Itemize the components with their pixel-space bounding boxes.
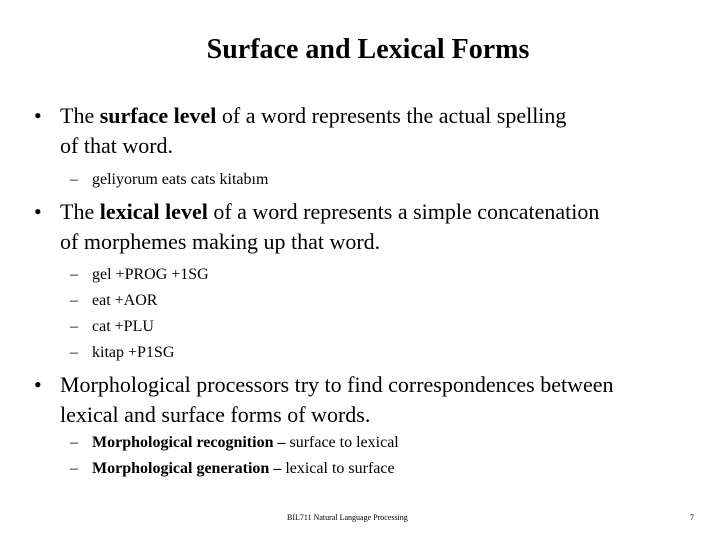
process-recognition <box>70 433 399 453</box>
page-number: 7 <box>690 513 694 522</box>
text: The <box>60 103 100 128</box>
text: of a word represents the actual spelling <box>216 103 567 128</box>
slide-title: Surface and Lexical Forms <box>206 34 530 65</box>
dash: – <box>70 292 78 309</box>
text: of a word represents a simple concatenation <box>207 199 600 224</box>
example-text: eat +AOR <box>92 292 158 309</box>
bullet-marker: • <box>34 372 42 397</box>
text: lexical and surface forms of words. <box>60 402 371 427</box>
separator: – <box>273 434 290 451</box>
lexical-example-3 <box>70 317 154 337</box>
text: Morphological processors try to find correspondences between <box>60 372 614 397</box>
example-text: gel +PROG +1SG <box>92 266 209 283</box>
bullet-marker: • <box>34 103 42 128</box>
bullet-text <box>60 101 700 161</box>
process-generation <box>70 459 395 479</box>
example-text: geliyorum eats cats kitabım <box>92 171 269 188</box>
term-lexical-level: lexical level <box>99 199 208 224</box>
text: of that word. <box>60 133 174 158</box>
process-text: surface to lexical <box>289 434 399 451</box>
text: The <box>60 199 100 224</box>
bullet-text <box>60 370 700 430</box>
dash: – <box>70 434 78 451</box>
term-surface-level: surface level <box>99 103 217 128</box>
lexical-example-2 <box>70 291 157 311</box>
separator: – <box>269 460 286 477</box>
lexical-example-1 <box>70 265 209 285</box>
term-generation: Morphological generation <box>92 460 270 477</box>
dash: – <box>70 344 78 361</box>
term-recognition: Morphological recognition <box>92 434 274 451</box>
dash: – <box>70 171 78 188</box>
surface-examples <box>70 170 268 190</box>
lexical-example-4 <box>70 343 174 363</box>
text: of morphemes making up that word. <box>60 229 381 254</box>
bullet-marker: • <box>34 199 42 224</box>
process-text: lexical to surface <box>285 460 395 477</box>
dash: – <box>70 266 78 283</box>
dash: – <box>70 318 78 335</box>
example-text: cat +PLU <box>92 318 154 335</box>
footer-course: BIL711 Natural Language Processing <box>287 513 408 522</box>
dash: – <box>70 460 78 477</box>
bullet-text <box>60 197 700 257</box>
example-text: kitap +P1SG <box>92 344 175 361</box>
